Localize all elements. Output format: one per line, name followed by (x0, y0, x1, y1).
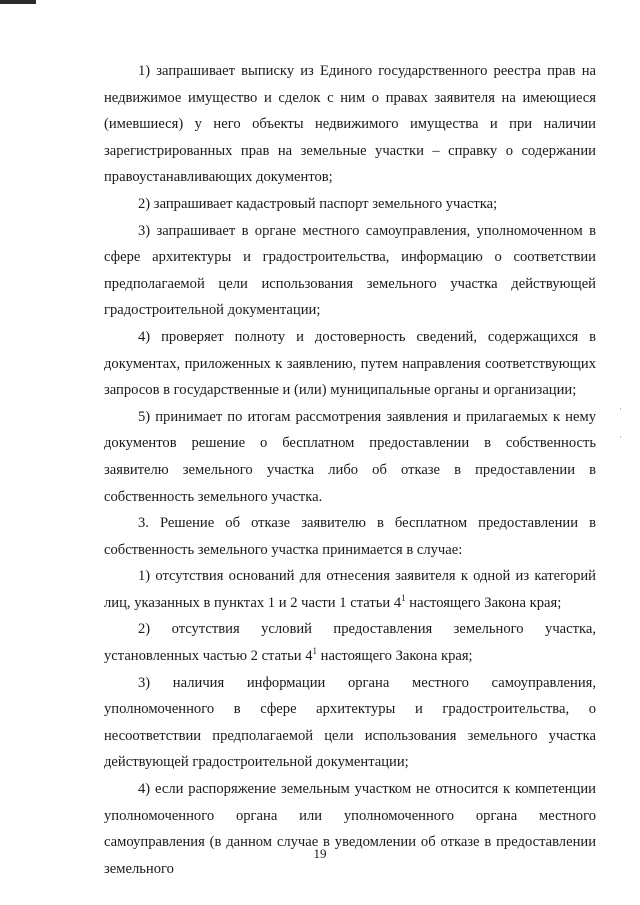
paragraph-refusal-item-2 (104, 616, 596, 669)
paragraph-refusal-item-4: 4) если распоряжение земельным участком не относится к компетенции уполномоченного органа или уполномоченного органа местного самоуправления (в данном случае в уведомлении об отказе в предоставлении земельного (104, 781, 596, 877)
paragraph-request-local-authority: 3) запрашивает в органе местного самоуправления, уполномоченном в сфере архитектуры и градостроительства, информацию о соответствии предполагаемой цели использования земельного участка действующей градостроительной документации; (104, 222, 596, 319)
document-body (104, 58, 596, 882)
refusal-item-2-tail: настоящего Закона края; (317, 648, 473, 665)
refusal-item-1-text: 1) отсутствия оснований для отнесения заявителя к одной из категорий лиц, указанных в пунктах 1 и 2 части 1 статьи 4 (104, 568, 596, 611)
scan-speck (620, 408, 621, 410)
scan-speck (620, 436, 621, 438)
refusal-item-2-text: 2) отсутствия условий предоставления земельного участка, установленных частью 2 статьи 4 (104, 621, 596, 665)
paragraph-refusal-item-3: 3) наличия информации органа местного самоуправления, уполномоченного в сфере архитектуры и градостроительства, о несоответствии предполагаемой цели использования земельного участка действующей градостроительной документации; (104, 674, 596, 771)
page-number: 19 (313, 846, 327, 861)
refusal-item-1-tail: настоящего Закона края; (405, 594, 562, 611)
paragraph-refusal-item-1 (104, 563, 596, 616)
paragraph-request-cadastral-passport: 2) запрашивает кадастровый паспорт земельного участка; (138, 195, 498, 212)
paragraph-make-decision: 5) принимает по итогам рассмотрения заявления и прилагаемых к нему документов решение о бесплатном предоставлении в собственность заявителю земельного участка либо об отказе в предоставлении в собственность земельного участка. (104, 408, 596, 505)
paragraph-refusal-intro: 3. Решение об отказе заявителю в бесплатном предоставлении в собственность земельного участка принимается в случае: (104, 515, 596, 558)
refusal-item-2-superscript: 1 (312, 646, 317, 657)
paragraph-verify-documents: 4) проверяет полноту и достоверность сведений, содержащихся в документах, приложенных к заявлению, путем направления соответствующих запросов в государственные и (или) муниципальные органы и организации; (104, 328, 596, 399)
scan-corner-mark (0, 0, 36, 4)
refusal-item-1-superscript: 1 (401, 593, 406, 604)
paragraph-request-extract: 1) запрашивает выписку из Единого государственного реестра прав на недвижимое имущество и сделок с ним о правах заявителя на имеющиеся (имевшиеся) у него объекты недвижимого имущества и при наличии зарегистрированных прав на земельные участки – справку о содержании правоустанавливающих документов; (104, 63, 596, 186)
